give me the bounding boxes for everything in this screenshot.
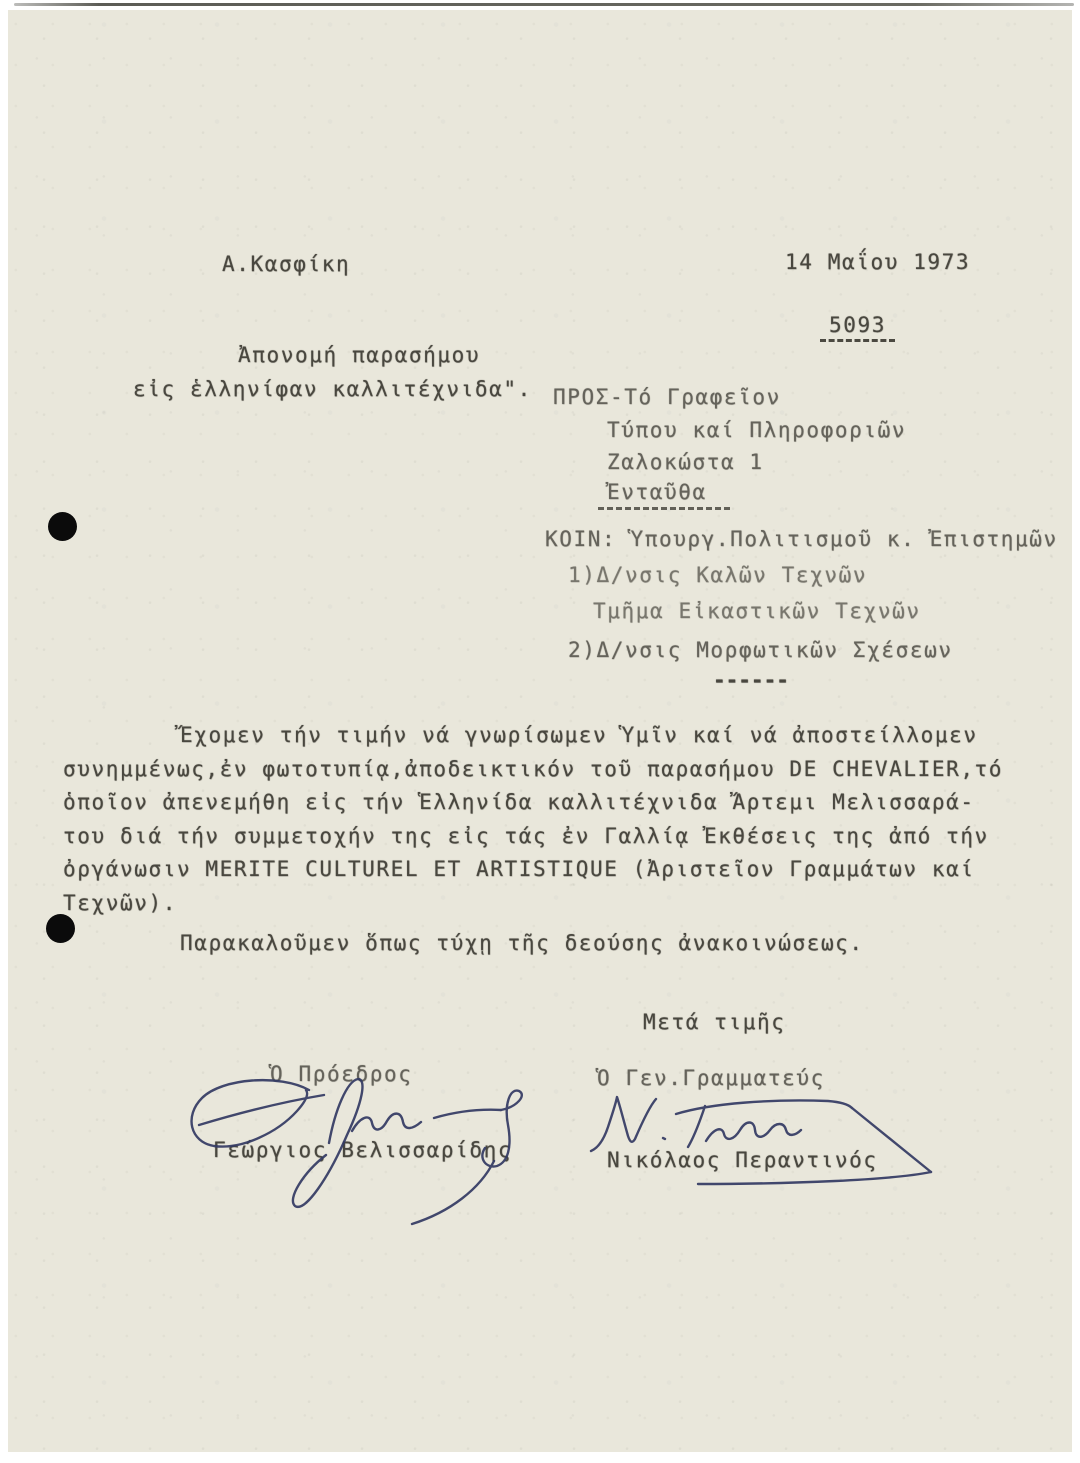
scan-edge-artifact [14,3,1074,6]
subject-line-1: Ἀπονομή παρασήμου [238,343,481,367]
hole-punch-bottom [46,914,75,943]
president-name: Γεώργιος Βελισσαρίδης [213,1138,513,1162]
cc-item-2: 2)Δ/νσις Μορφωτικῶν Σχέσεων [568,638,953,662]
recipient-line-2: Τύπου καί Πληροφοριῶν [607,418,907,442]
recipient-line-3: Ζαλοκώστα 1 [607,450,764,474]
cc-item-1: 1)Δ/νσις Καλῶν Τεχνῶν [568,563,868,587]
body-p1-line-5: ὀργάνωσιν MERITE CULTUREL ET ARTISTIQUE (Ἀριστεῖον Γραμμάτων καί [63,857,975,881]
hole-punch-top [48,512,77,541]
recipient-underline [598,507,730,510]
body-p1-line-1: Ἔχομεν τήν τιμήν νά γνωρίσωμεν Ὑμῖν καί νά ἀποστείλλομεν [180,723,978,747]
secretary-name: Νικόλαος Περαντινός [607,1148,878,1172]
body-p2: Παρακαλοῦμεν ὅπως τύχῃ τῆς δεούσης ἀνακοινώσεως. [180,931,864,955]
body-p1-line-2: συνημμένως,ἐν φωτοτυπίᾳ,ἀποδεικτικόν τοῦ παρασήμου DE CHEVALIER,τό [63,757,1004,781]
cc-divider: ------ [713,668,789,692]
reference-name: Α.Κασφίκη [222,252,351,276]
cc-item-1-sub: Τμῆμα Εἰκαστικῶν Τεχνῶν [593,599,921,623]
recipient-line-1: ΠΡΟΣ-Τό Γραφεῖον [553,385,781,409]
body-p1-line-3: ὁποῖον ἀπενεμήθη εἰς τήν Ἑλληνίδα καλλιτέχνιδα Ἄρτεμι Μελισσαρά- [63,790,975,814]
subject-line-2: εἰς ἑλληνίφαν καλλιτέχνιδα". [133,377,532,401]
date: 14 Μαΐου 1973 [785,250,971,274]
body-p1-line-6: Τεχνῶν). [63,891,177,915]
protocol-number: 5093 [820,313,895,342]
recipient-line-4: Ἐνταῦθα [607,480,707,504]
body-p1-line-4: του διά τήν συμμετοχήν της εἰς τάς ἐν Γαλλίᾳ Ἐκθέσεις της ἀπό τήν [63,824,989,848]
cc-header: ΚΟΙΝ: Ὑπουργ.Πολιτισμοῦ κ. Ἐπιστημῶν [545,527,1058,551]
secretary-title: Ὁ Γεν.Γραμματεύς [597,1066,825,1090]
closing-salutation: Μετά τιμῆς [643,1010,786,1034]
president-title: Ὁ Πρόεδρος [270,1062,413,1086]
